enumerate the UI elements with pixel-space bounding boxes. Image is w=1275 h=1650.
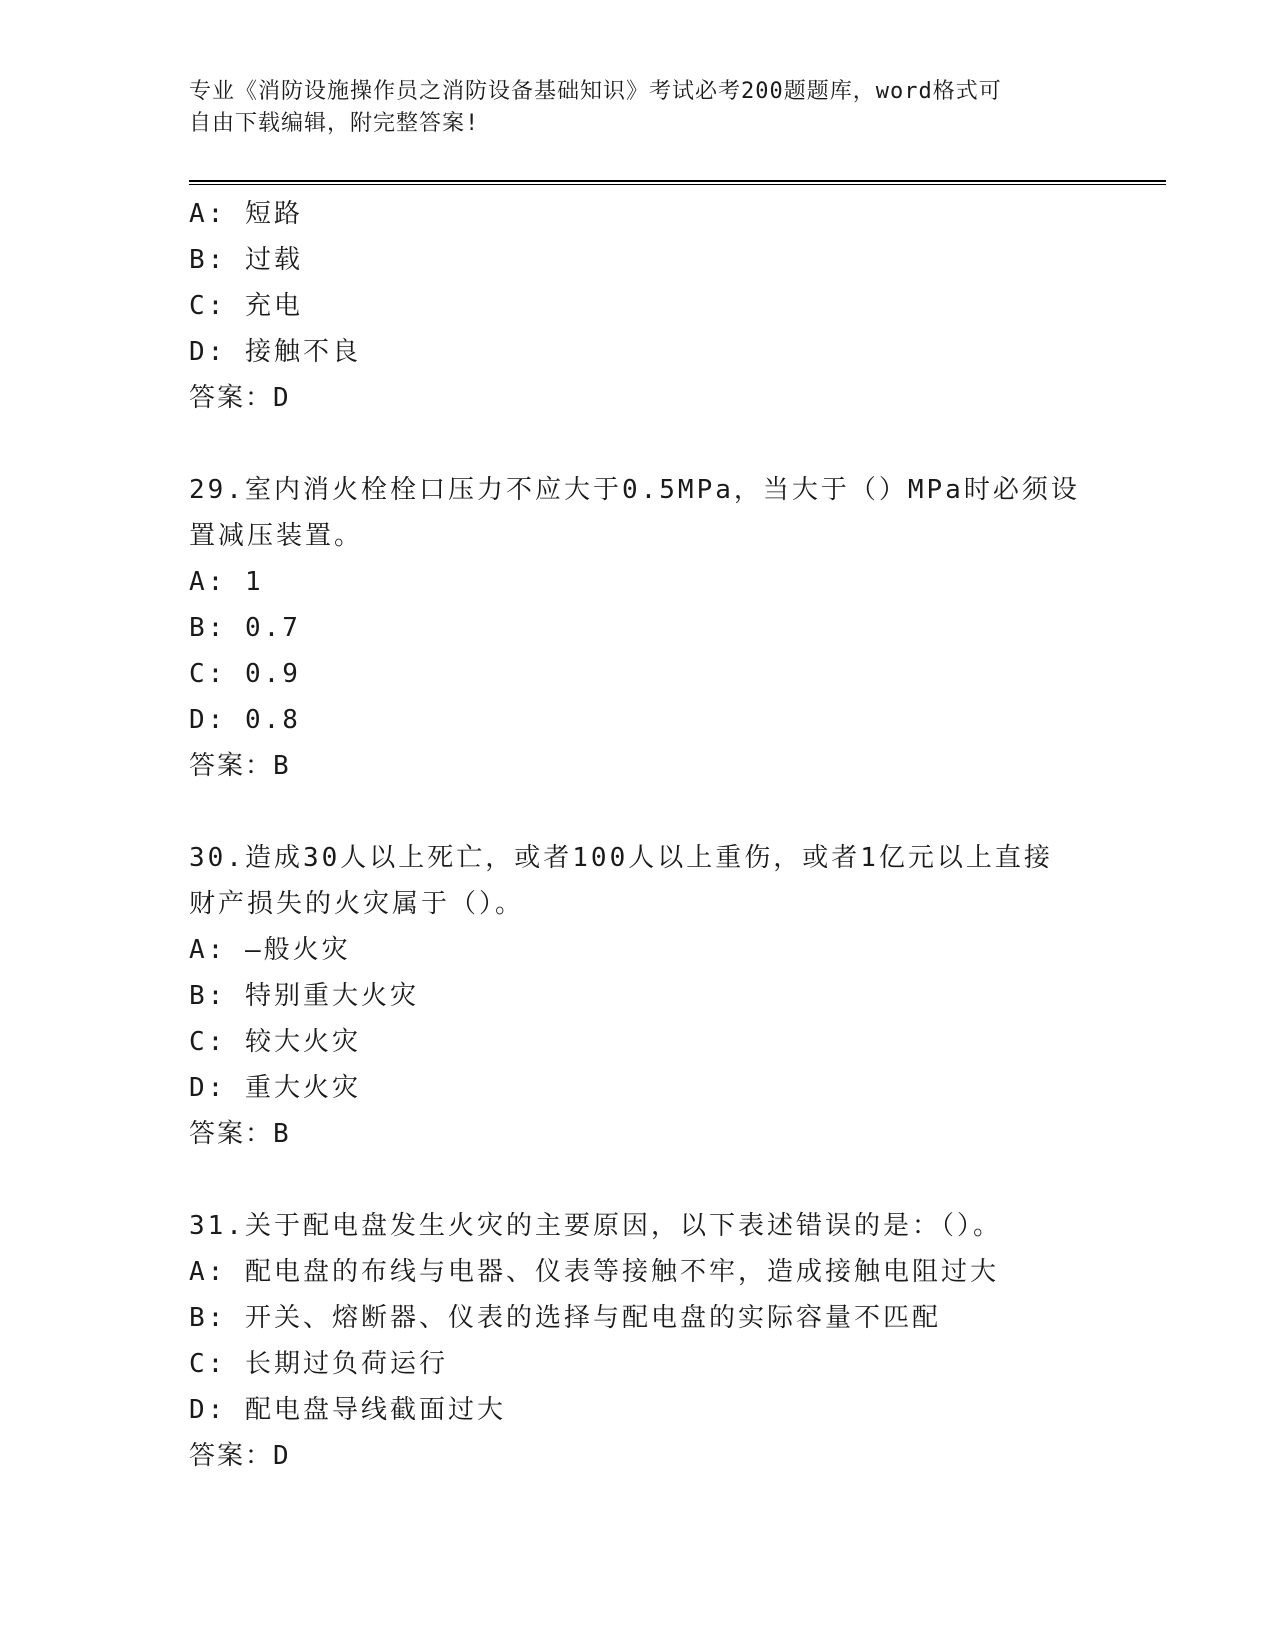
option-d: D: 重大火灾 [189,1073,361,1103]
question-stem-line-1: 29.室内消火栓栓口压力不应大于0.5MPa，当大于（）MPa时必须设 [189,475,1080,505]
answer-line: 答案：D [189,1441,291,1471]
option-c: C: 0.9 [189,659,301,689]
option-c: C: 长期过负荷运行 [189,1349,448,1379]
option-a: A: 配电盘的布线与电器、仪表等接触不牢，造成接触电阻过大 [189,1257,999,1287]
question-list [189,191,1089,1479]
question-stem-line-2: 置减压装置。 [189,521,364,551]
header-divider-thin [189,184,1166,185]
question-stem-line-2: 财产损失的火灾属于（）。 [189,889,525,919]
question-29 [189,467,1089,789]
question-spacer [189,1157,1089,1203]
question-stem-line-1: 31.关于配电盘发生火灾的主要原因，以下表述错误的是：（）。 [189,1211,1002,1241]
document-header [189,76,1089,140]
header-line-2: 自由下载编辑，附完整答案! [189,111,480,136]
question-spacer [189,789,1089,835]
header-divider-thick [189,180,1166,182]
question-28 [189,191,1089,421]
option-b: B: 特别重大火灾 [189,981,419,1011]
question-30 [189,835,1089,1157]
option-d: D: 0.8 [189,705,301,735]
answer-line: 答案：B [189,751,291,781]
option-c: C: 充电 [189,291,303,321]
option-a: A: 1 [189,567,264,597]
answer-line: 答案：D [189,383,291,413]
option-b: B: 0.7 [189,613,301,643]
option-a: A: 短路 [189,199,303,229]
option-d: D: 接触不良 [189,337,361,367]
option-b: B: 开关、熔断器、仪表的选择与配电盘的实际容量不匹配 [189,1303,941,1333]
option-c: C: 较大火灾 [189,1027,361,1057]
header-line-1: 专业《消防设施操作员之消防设备基础知识》考试必考200题题库，word格式可 [189,79,1002,104]
question-31 [189,1203,1089,1479]
option-a: A: —般火灾 [189,935,351,965]
option-b: B: 过载 [189,245,303,275]
question-spacer [189,421,1089,467]
question-stem-line-1: 30.造成30人以上死亡，或者100人以上重伤，或者1亿元以上直接 [189,843,1053,873]
option-d: D: 配电盘导线截面过大 [189,1395,506,1425]
answer-line: 答案：B [189,1119,291,1149]
